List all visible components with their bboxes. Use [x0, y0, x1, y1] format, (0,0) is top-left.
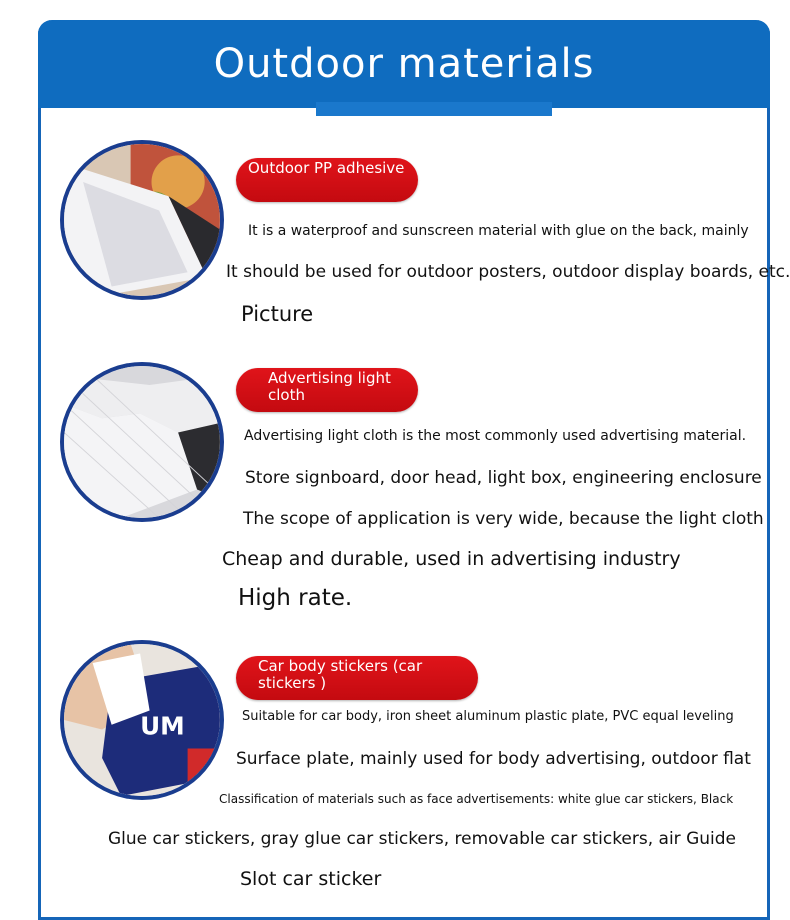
pp-line-2: It should be used for outdoor posters, outdoor display boards, etc.	[226, 262, 790, 282]
svg-text:UM: UM	[140, 711, 185, 741]
pp-adhesive-photo	[60, 140, 224, 300]
tag-light-cloth-label: Advertising light cloth	[268, 369, 391, 404]
cloth-line-4: Cheap and durable, used in advertising industry	[222, 548, 681, 570]
cloth-line-2: Store signboard, door head, light box, engineering enclosure	[245, 468, 762, 488]
header-accent	[316, 102, 552, 116]
car-line-4: Glue car stickers, gray glue car stickers, removable car stickers, air Guide	[108, 829, 736, 849]
car-line-5: Slot car sticker	[240, 868, 382, 890]
light-cloth-photo	[60, 362, 224, 522]
pp-line-3: Picture	[241, 302, 314, 326]
cloth-line-5: High rate.	[238, 585, 353, 611]
cloth-line-1: Advertising light cloth is the most commonly used advertising material.	[244, 428, 747, 444]
page-title: Outdoor materials	[213, 41, 595, 87]
tag-pp-adhesive	[236, 158, 418, 202]
cloth-line-3: The scope of application is very wide, because the light cloth	[243, 509, 764, 529]
header-banner	[38, 20, 770, 108]
car-sticker-photo	[60, 640, 224, 800]
car-line-2: Surface plate, mainly used for body advertising, outdoor flat	[236, 749, 751, 769]
car-line-3: Classification of materials such as face advertisements: white glue car stickers, Black	[219, 792, 734, 806]
tag-pp-adhesive-label: Outdoor PP adhesive	[248, 159, 405, 177]
car-line-1: Suitable for car body, iron sheet aluminum plastic plate, PVC equal leveling	[242, 709, 734, 724]
tag-car-stickers-label: Car body stickers (car stickers )	[258, 657, 423, 692]
pp-line-1: It is a waterproof and sunscreen material with glue on the back, mainly	[248, 223, 749, 239]
tag-car-stickers	[236, 656, 478, 700]
tag-light-cloth	[236, 368, 418, 412]
